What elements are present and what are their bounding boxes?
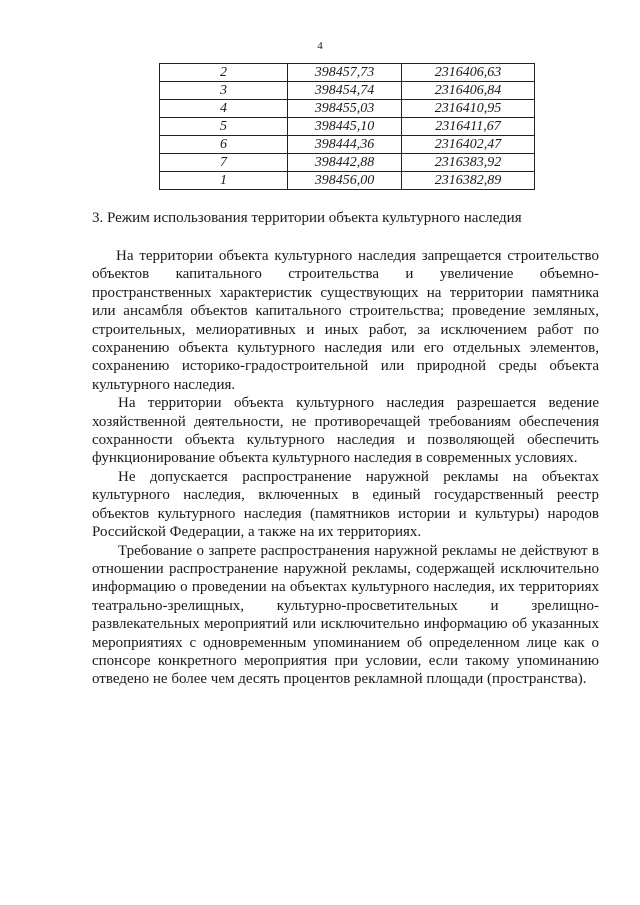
point-number-cell: 2 bbox=[160, 64, 288, 82]
table-row bbox=[160, 100, 535, 118]
point-number-cell: 6 bbox=[160, 136, 288, 154]
section-body bbox=[92, 247, 599, 689]
table-row bbox=[160, 64, 535, 82]
y-coordinate-cell: 2316382,89 bbox=[402, 172, 535, 190]
paragraph-advertising-ban: Не допускается распространение наружной рекламы на объектах культурного наследия, включенных в единый государственный реестр объектов культурного наследия (памятников истории и культуры) народов Российской Федерации, а также на их территориях. bbox=[92, 468, 599, 541]
y-coordinate-cell: 2316406,84 bbox=[402, 82, 535, 100]
point-number-cell: 3 bbox=[160, 82, 288, 100]
table-row bbox=[160, 154, 535, 172]
point-number-cell: 4 bbox=[160, 100, 288, 118]
x-coordinate-cell: 398455,03 bbox=[287, 100, 401, 118]
y-coordinate-cell: 2316383,92 bbox=[402, 154, 535, 172]
table-row bbox=[160, 172, 535, 190]
paragraph-advertising-exception: Требование о запрете распространения наружной рекламы не действуют в отношении распространение наружной рекламы, содержащей исключительно информацию о проведении на объектах культурного наследия, их территориях театрально-зрелищных, культурно-просветительных и зрелищно-развлекательных мероприятий или исключительно информацию об указанных мероприятиях с одновременным упоминанием об определенном лице как о спонсоре конкретного мероприятия при условии, если такому упоминанию отведено не более чем десять процентов рекламной площади (пространства). bbox=[92, 542, 599, 688]
table-row bbox=[160, 82, 535, 100]
page-number: 4 bbox=[317, 40, 323, 52]
y-coordinate-cell: 2316411,67 bbox=[402, 118, 535, 136]
x-coordinate-cell: 398444,36 bbox=[287, 136, 401, 154]
point-number-cell: 1 bbox=[160, 172, 288, 190]
x-coordinate-cell: 398457,73 bbox=[287, 64, 401, 82]
point-number-cell: 7 bbox=[160, 154, 288, 172]
paragraph-prohibitions: На территории объекта культурного наследия запрещается строительство объектов капитального строительства и увеличение объемно-пространственных характеристик существующих на территории памятника или ансамбля объектов капитального строительства; проведение земляных, строительных, мелиоративных и иных работ, за исключением работ по сохранению объекта культурного наследия или его отдельных элементов, сохранению историко-градостроительной или природной среды объекта культурного наследия. bbox=[92, 248, 599, 393]
x-coordinate-cell: 398456,00 bbox=[287, 172, 401, 190]
section-heading: 3. Режим использования территории объекта культурного наследия bbox=[92, 210, 522, 226]
y-coordinate-cell: 2316406,63 bbox=[402, 64, 535, 82]
paragraph-permitted-activity: На территории объекта культурного наследия разрешается ведение хозяйственной деятельности, не противоречащей требованиям обеспечения сохранности объекта культурного наследия и позволяющей обеспечить функционирование объекта культурного наследия в современных условиях. bbox=[92, 395, 599, 467]
table-row bbox=[160, 118, 535, 136]
table-row bbox=[160, 136, 535, 154]
x-coordinate-cell: 398454,74 bbox=[287, 82, 401, 100]
coordinates-table bbox=[159, 63, 535, 190]
y-coordinate-cell: 2316410,95 bbox=[402, 100, 535, 118]
y-coordinate-cell: 2316402,47 bbox=[402, 136, 535, 154]
x-coordinate-cell: 398442,88 bbox=[287, 154, 401, 172]
point-number-cell: 5 bbox=[160, 118, 288, 136]
x-coordinate-cell: 398445,10 bbox=[287, 118, 401, 136]
